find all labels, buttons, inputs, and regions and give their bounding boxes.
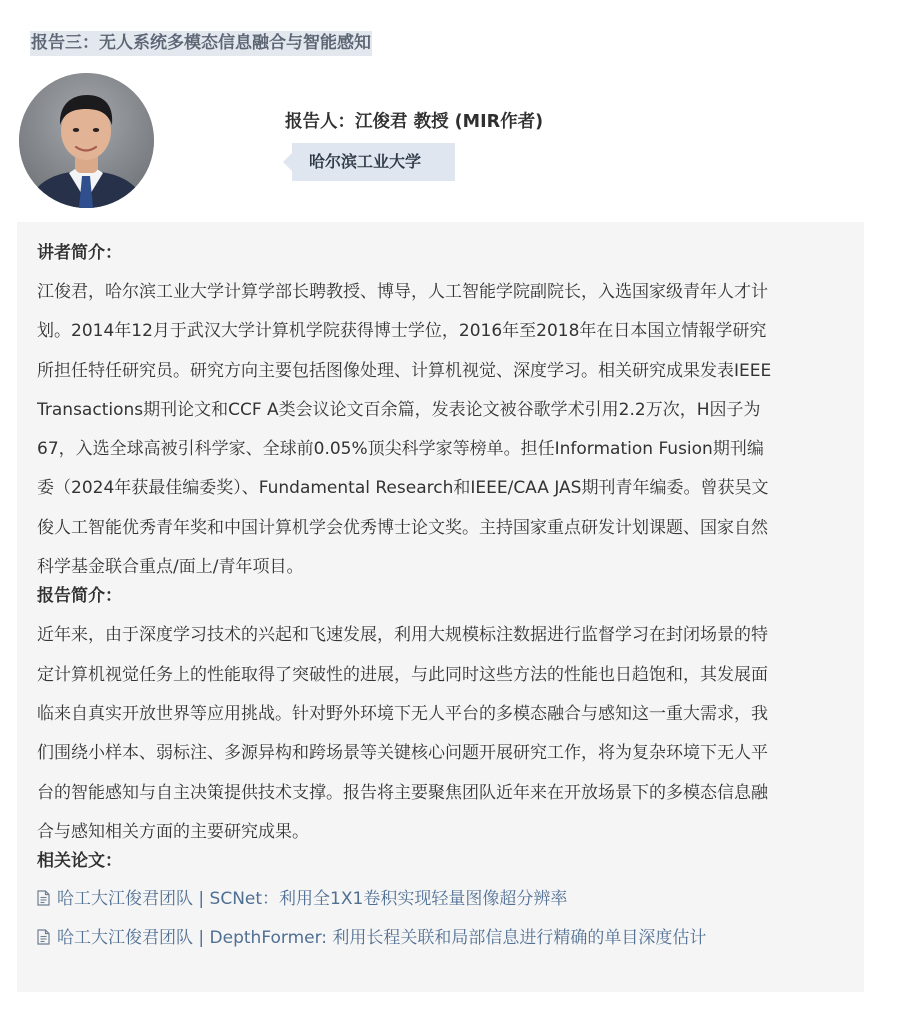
bio-line: 划。2014年12月于武汉大学计算机学院获得博士学位，2016年至2018年在日本国立情報学研究 [37, 321, 767, 342]
speaker-avatar [19, 73, 154, 208]
paper-link-label: 哈工大江俊君团队 | SCNet：利用全1X1卷积实现轻量图像超分辨率 [57, 889, 568, 910]
paper-link-depthformer[interactable] [37, 919, 846, 958]
bio-paragraph [37, 273, 846, 587]
abstract-paragraph [37, 616, 846, 852]
bio-line: 江俊君，哈尔滨工业大学计算学部长聘教授、博导，人工智能学院副院长，入选国家级青年人才计 [37, 282, 768, 302]
bio-line: 委（2024年获最佳编委奖）、Fundamental Research和IEEE/CAA JAS期刊青年编委。曾获吴文 [37, 478, 769, 499]
abstract-line: 定计算机视觉任务上的性能取得了突破性的进展，与此同时这些方法的性能也日趋饱和，其发展面 [37, 664, 768, 685]
bio-heading: 讲者简介： [37, 243, 122, 263]
bio-line: 所担任特任研究员。研究方向主要包括图像处理、计算机视觉、深度学习。相关研究成果发表IEEE [37, 360, 772, 381]
abstract-line: 近年来，由于深度学习技术的兴起和飞速发展，利用大规模标注数据进行监督学习在封闭场景的特 [37, 625, 768, 646]
report-title: 报告三：无人系统多模态信息融合与智能感知 [30, 31, 372, 56]
abstract-line: 台的智能感知与自主决策提供技术支撑。报告将主要聚焦团队近年来在开放场景下的多模态信息融 [37, 782, 768, 803]
paper-link-label: 哈工大江俊君团队 | DepthFormer: 利用长程关联和局部信息进行精确的单目深度估计 [57, 928, 707, 949]
bio-line: Transactions期刊论文和CCF A类会议论文百余篇，发表论文被谷歌学术引用2.2万次，H因子为 [37, 399, 761, 420]
bio-line: 67，入选全球高被引科学家、全球前0.05%顶尖科学家等榜单。担任Information Fusion期刊编 [37, 439, 764, 460]
affiliation-tag: 哈尔滨工业大学 [292, 143, 455, 181]
affiliation-tag-arrow [283, 153, 292, 171]
bio-line: 俊人工智能优秀青年奖和中国计算机学会优秀博士论文奖。主持国家重点研发计划课题、国家自然 [37, 517, 768, 538]
abstract-heading: 报告简介： [37, 586, 122, 607]
abstract-line: 们围绕小样本、弱标注、多源异构和跨场景等关键核心问题开展研究工作，将为复杂环境下无人平 [37, 743, 768, 764]
paper-link-scnet[interactable] [37, 880, 846, 919]
abstract-line: 临来自真实开放世界等应用挑战。针对野外环境下无人平台的多模态融合与感知这一重大需求，我 [37, 703, 768, 724]
papers-list [37, 880, 846, 958]
abstract-line: 合与感知相关方面的主要研究成果。 [37, 821, 309, 842]
content-panel [17, 222, 864, 992]
bio-line: 科学基金联合重点/面上/青年项目。 [37, 557, 304, 578]
papers-heading: 相关论文： [37, 851, 122, 872]
document-icon [37, 890, 50, 906]
document-icon [37, 929, 50, 945]
speaker-photo-icon [19, 73, 154, 208]
speaker-name: 报告人：江俊君 教授 (MIR作者) [285, 112, 544, 132]
